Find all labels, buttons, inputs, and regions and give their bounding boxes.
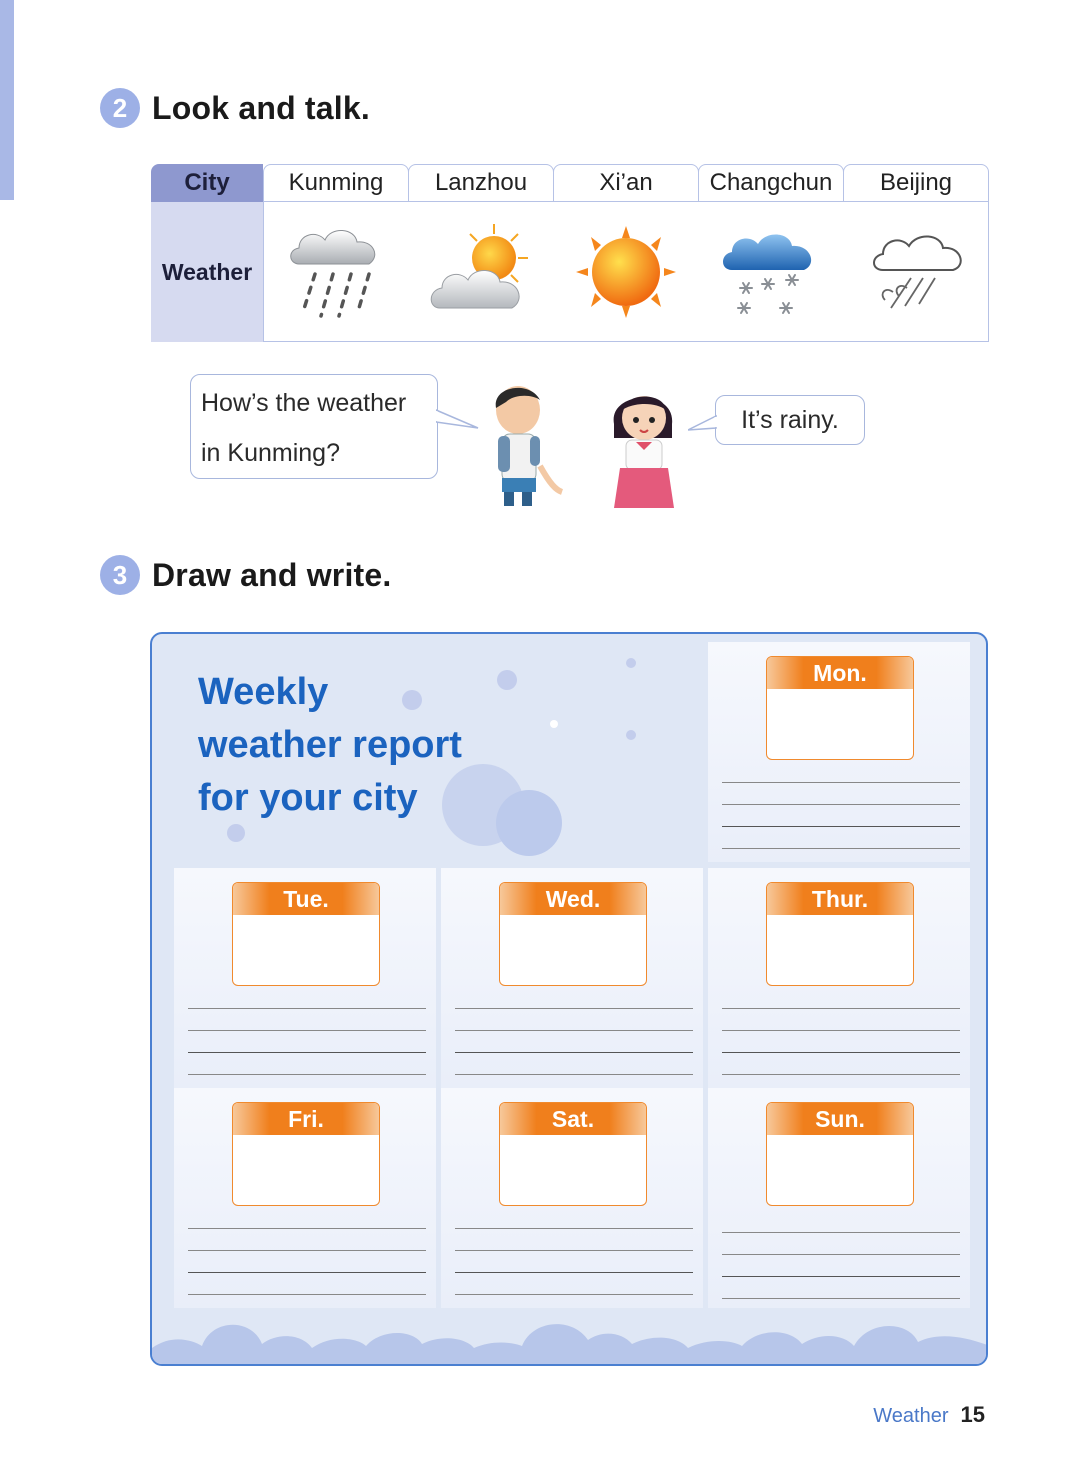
writing-line[interactable] [722, 804, 960, 805]
writing-line[interactable] [455, 1052, 693, 1053]
decor-circle [496, 790, 562, 856]
writing-line[interactable] [188, 1008, 426, 1009]
girl-illustration [606, 384, 682, 510]
page-footer [873, 1402, 985, 1428]
writing-line[interactable] [722, 1030, 960, 1031]
drawing-box[interactable] [766, 656, 914, 760]
drawing-box[interactable] [232, 1102, 380, 1206]
day-card-fri [174, 1088, 436, 1308]
day-card-mon [708, 642, 970, 862]
day-label: Fri. [233, 1103, 379, 1135]
weather-cell-xian [553, 202, 699, 342]
writing-line[interactable] [188, 1294, 426, 1295]
day-card-sat [441, 1088, 703, 1308]
city-beijing: Beijing [843, 164, 989, 202]
day-card-tue [174, 868, 436, 1088]
writing-line[interactable] [188, 1250, 426, 1251]
decor-circle [626, 658, 636, 668]
answer-text: It’s rainy. [741, 405, 839, 434]
writing-line[interactable] [722, 1052, 960, 1053]
snow-icon [716, 222, 826, 322]
writing-line[interactable] [722, 1008, 960, 1009]
writing-line[interactable] [188, 1074, 426, 1075]
section-3-heading [100, 555, 392, 595]
section-title: Draw and write. [152, 556, 392, 593]
partly-sunny-icon [426, 222, 536, 322]
writing-line[interactable] [188, 1272, 426, 1273]
writing-line[interactable] [455, 1294, 693, 1295]
section-number: 3 [100, 555, 140, 595]
footer-unit-label: Weather [873, 1405, 949, 1427]
writing-line[interactable] [455, 1272, 693, 1273]
question-line-2: in Kunming? [201, 439, 340, 467]
question-bubble [190, 374, 438, 479]
city-lanzhou: Lanzhou [408, 164, 554, 202]
wind-icon [861, 222, 971, 322]
cloud-border [152, 1304, 988, 1364]
writing-line[interactable] [455, 1250, 693, 1251]
drawing-box[interactable] [499, 1102, 647, 1206]
writing-line[interactable] [188, 1228, 426, 1229]
side-tab [0, 0, 14, 200]
weather-cell-beijing [843, 202, 989, 342]
decor-circle [550, 720, 558, 728]
day-label: Wed. [500, 883, 646, 915]
section-2-heading [100, 88, 370, 128]
writing-line[interactable] [722, 1276, 960, 1277]
drawing-box[interactable] [766, 882, 914, 986]
city-changchun: Changchun [698, 164, 844, 202]
drawing-box[interactable] [232, 882, 380, 986]
weather-table [151, 164, 989, 342]
rain-icon [281, 222, 391, 322]
page-number: 15 [960, 1402, 985, 1427]
weather-header: Weather [151, 202, 263, 342]
weather-cell-changchun [698, 202, 844, 342]
writing-line[interactable] [722, 1298, 960, 1299]
report-title-line-3: for your city [198, 777, 418, 819]
sun-icon [571, 222, 681, 322]
question-line-1: How’s the weather [201, 389, 407, 417]
writing-line[interactable] [188, 1052, 426, 1053]
writing-line[interactable] [722, 826, 960, 827]
writing-line[interactable] [188, 1030, 426, 1031]
city-header: City [151, 164, 263, 202]
drawing-box[interactable] [766, 1102, 914, 1206]
weather-cell-kunming [263, 202, 409, 342]
section-title: Look and talk. [152, 89, 370, 126]
day-label: Thur. [767, 883, 913, 915]
drawing-box[interactable] [499, 882, 647, 986]
day-card-sun [708, 1088, 970, 1308]
writing-line[interactable] [455, 1074, 693, 1075]
answer-bubble [715, 395, 865, 445]
report-title-line-1: Weekly [198, 671, 329, 713]
report-title [198, 666, 462, 825]
decor-circle [626, 730, 636, 740]
report-title-line-2: weather report [198, 724, 462, 766]
writing-line[interactable] [455, 1008, 693, 1009]
writing-line[interactable] [722, 1074, 960, 1075]
writing-line[interactable] [722, 782, 960, 783]
day-card-thur [708, 868, 970, 1088]
day-label: Tue. [233, 883, 379, 915]
day-card-wed [441, 868, 703, 1088]
day-label: Sun. [767, 1103, 913, 1135]
weather-cell-lanzhou [408, 202, 554, 342]
decor-circle [497, 670, 517, 690]
answer-bubble-tail [688, 414, 718, 434]
section-number: 2 [100, 88, 140, 128]
writing-line[interactable] [455, 1030, 693, 1031]
day-label: Mon. [767, 657, 913, 689]
writing-line[interactable] [722, 848, 960, 849]
writing-line[interactable] [722, 1254, 960, 1255]
writing-line[interactable] [455, 1228, 693, 1229]
weekly-report-panel [150, 632, 988, 1366]
writing-line[interactable] [722, 1232, 960, 1233]
question-bubble-tail [436, 408, 480, 432]
decor-circle [227, 824, 245, 842]
city-xian: Xi’an [553, 164, 699, 202]
city-kunming: Kunming [263, 164, 409, 202]
boy-illustration [484, 380, 568, 510]
day-label: Sat. [500, 1103, 646, 1135]
